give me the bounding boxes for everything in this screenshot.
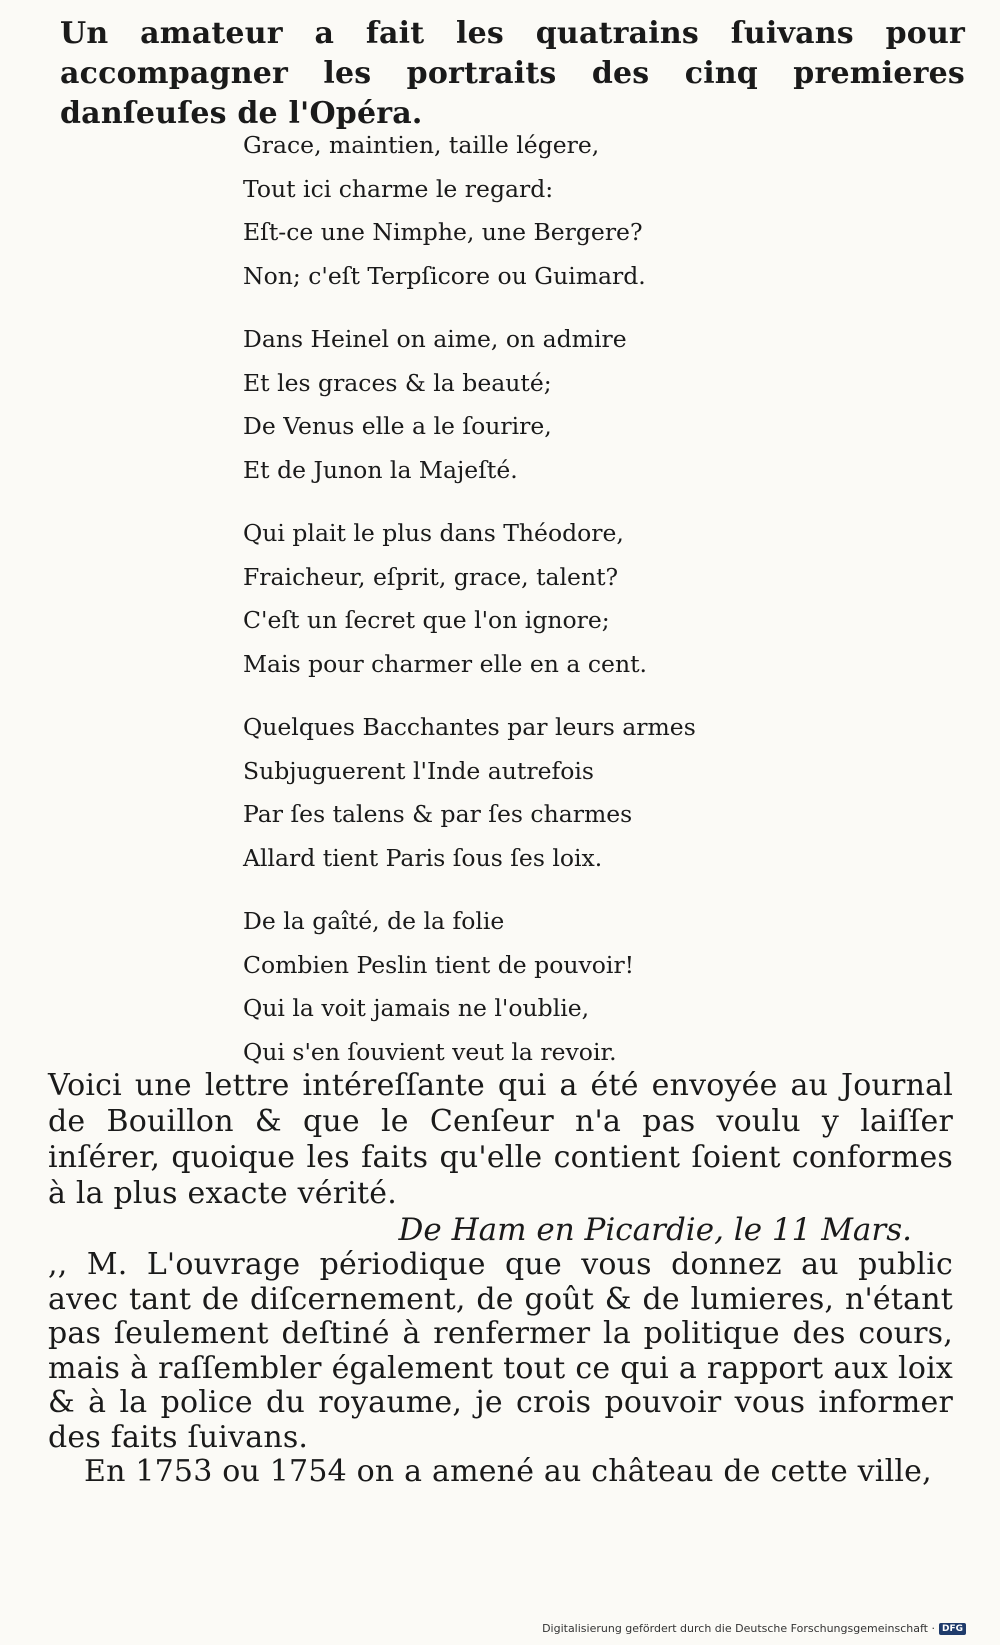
poem-line: C'eſt un ſecret que l'on ignore; [243, 606, 610, 634]
digitization-footer [542, 1622, 966, 1635]
poem-line: Grace, maintien, taille légere, [243, 131, 600, 159]
poem-line: Qui plait le plus dans Théodore, [243, 519, 624, 547]
letter-dateline: De Ham en Picardie, le 11 Mars. [398, 1212, 912, 1248]
letter-body-paragraph: ,, M. L'ouvrage périodique que vous donnez au public avec tant de diſcernement, de goût & de lumieres, n'étant pas ſeulement deſtiné à renfermer la politique des cours, mais à raſſembler également tout ce qui a rapport aux loix & à la police du royaume, je crois pouvoir vous informer des faits ſuivans. [48, 1247, 953, 1455]
poem-line: Tout ici charme le regard: [243, 174, 554, 203]
poem-line: Qui s'en ſouvient veut la revoir. [243, 1037, 617, 1066]
poem-line: Combien Peslin tient de pouvoir! [243, 950, 635, 979]
poem-line: Qui la voit jamais ne l'oublie, [243, 994, 590, 1022]
poem-line: Et les graces & la beauté; [243, 368, 552, 397]
poem-line: Subjuguerent l'Inde autrefois [243, 756, 594, 785]
stanza-1 [243, 124, 803, 298]
poem-line: Allard tient Paris ſous ſes loix. [243, 843, 603, 872]
stanza-5 [243, 900, 803, 1074]
letter-body-paragraph-2: En 1753 ou 1754 on a amené au château de cette ville, [84, 1454, 932, 1489]
poem-line: Non; c'eſt Terpſicore ou Guimard. [243, 261, 646, 290]
poem-line: De la gaîté, de la folie [243, 907, 505, 935]
intro-paragraph: Un amateur a fait les quatrains ſuivans pour accompagner les portraits des cinq premieres danſeuſes de l'Opéra. [60, 16, 965, 131]
footer-credit-text: Digitalisierung gefördert durch die Deutsche Forschungsgemeinschaft · [542, 1622, 935, 1635]
poem-line: Eſt-ce une Nimphe, une Bergere? [243, 218, 643, 246]
poem-line: Fraicheur, eſprit, grace, talent? [243, 562, 619, 591]
poem-line: Quelques Bacchantes par leurs armes [243, 713, 696, 741]
poem-line: Mais pour charmer elle en a cent. [243, 649, 648, 678]
poem [243, 124, 803, 1094]
poem-line: Dans Heinel on aime, on admire [243, 325, 627, 353]
stanza-3 [243, 512, 803, 686]
stanza-2 [243, 318, 803, 492]
poem-line: Et de Junon la Majeſté. [243, 455, 518, 484]
letter-introduction: Voici une lettre intéreſſante qui a été envoyée au Journal de Bouillon & que le Cenſeur n'a pas voulu y laiſſer inſérer, quoique les faits qu'elle contient ſoient conformes à la plus exacte vérité. [48, 1068, 953, 1211]
poem-line: Par ſes talens & par ſes charmes [243, 800, 633, 828]
poem-line: De Venus elle a le ſourire, [243, 412, 552, 440]
stanza-4 [243, 706, 803, 880]
dfg-logo-icon: DFG [939, 1623, 966, 1635]
